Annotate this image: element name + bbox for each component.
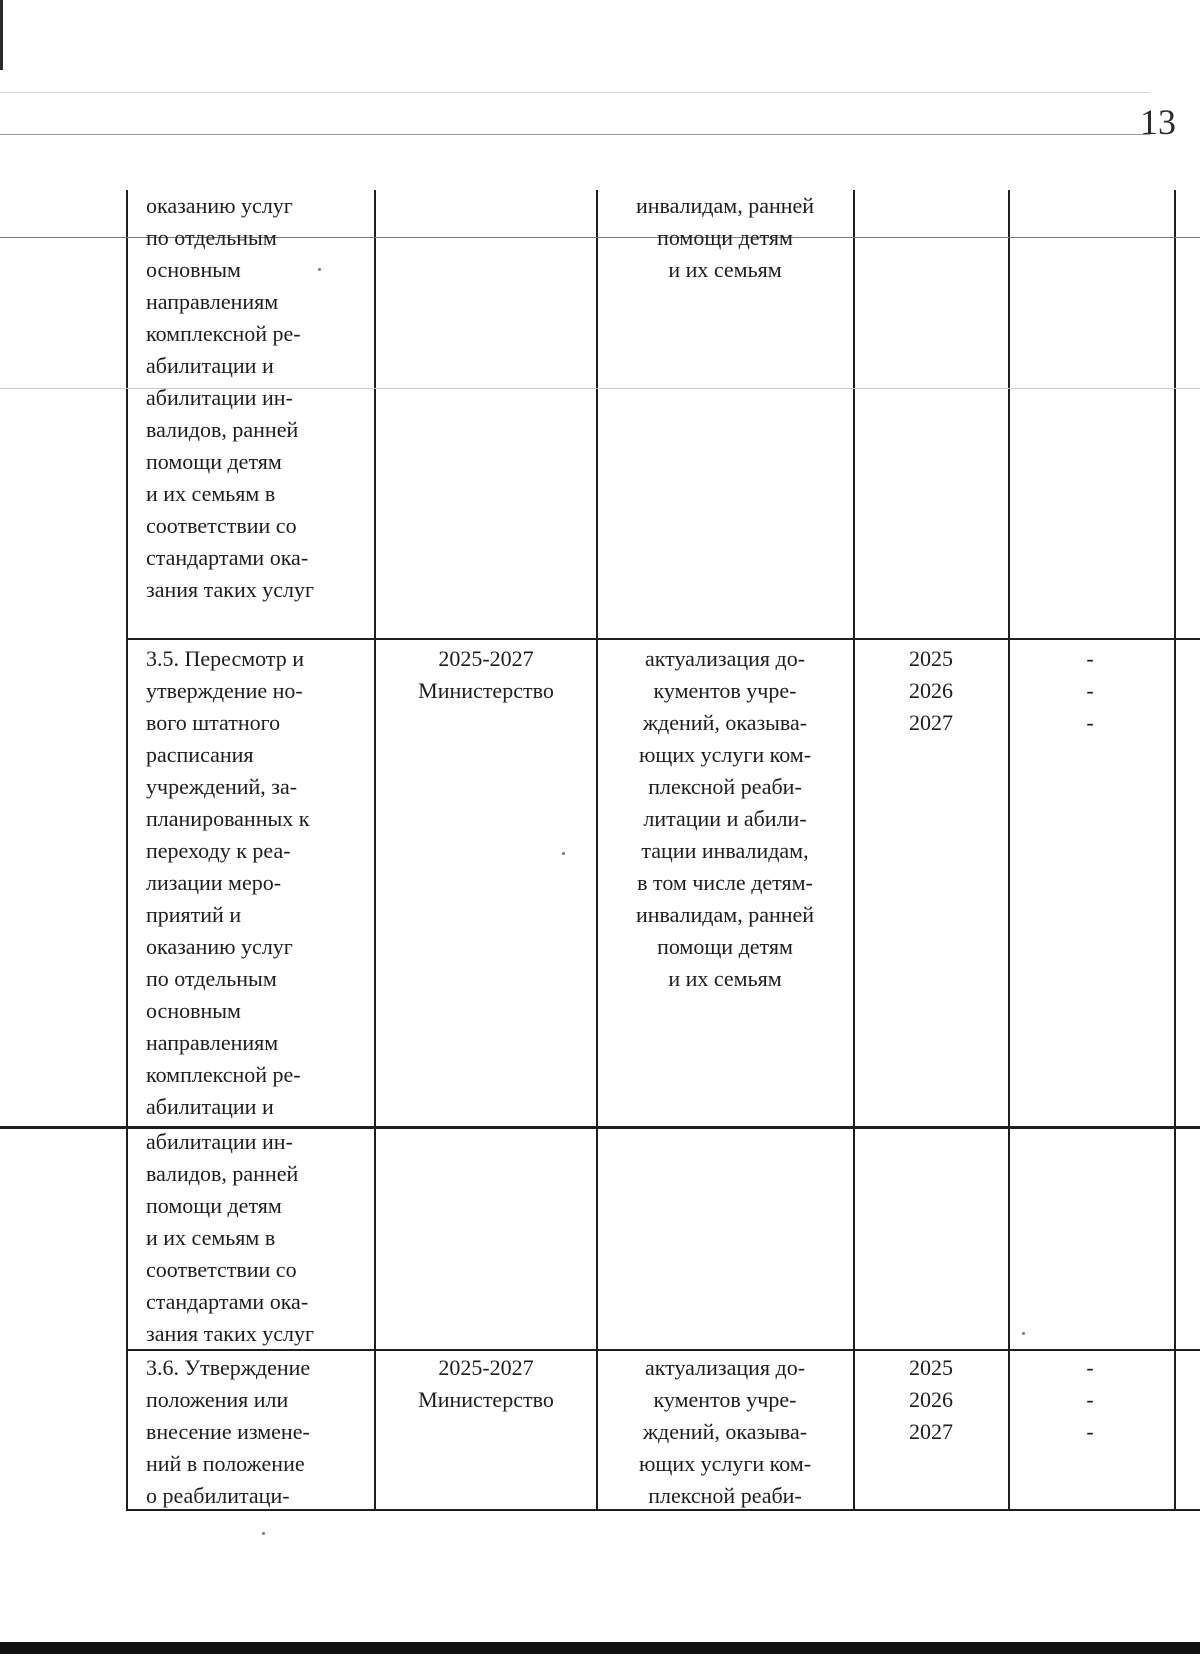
scan-speck [262, 1532, 265, 1535]
header-rule [0, 134, 1150, 135]
years-cell: 2025 2026 2027 [909, 646, 953, 735]
scan-edge-mark [0, 0, 3, 70]
result-cell: актуализация до- кументов учре- ждений, оказыва- ющих услуги ком- плексной реаби- [638, 1355, 812, 1508]
measure-cell: 3.6. Утверждение положения или внесение измене- ний в положение о реабилитаци- [146, 1355, 311, 1508]
measure-cell: абилитации ин- валидов, ранней помощи детям и их семьям в соответствии со стандартами ока- зания таких услуг [146, 1129, 314, 1346]
values-cell: - - - [1086, 646, 1094, 735]
page-number: 13 [1140, 102, 1176, 142]
scan-bottom-edge [0, 1642, 1200, 1654]
measure-cell: 3.5. Пересмотр и утверждение но- вого штатного расписания учреждений, за- планированных к переходу к реа- лизации меро- приятий и оказанию услуг по отдельным основным направлениям комплексной ре- абилитации и [146, 646, 310, 1119]
measure-cell: оказанию услуг по отдельным основным направлениям комплексной ре- абилитации и абилитации ин- валидов, ранней помощи детям и их семьям в соответствии со стандартами ока- зания таких услуг [146, 193, 314, 602]
period-cell: 2025-2027 Министерство [418, 646, 554, 703]
result-cell: инвалидам, ранней помощи детям и их семьям [635, 193, 815, 282]
scan-speck [318, 268, 321, 271]
values-cell: - - - [1086, 1355, 1094, 1444]
scan-speck [562, 852, 565, 855]
scan-noise-line [0, 92, 1150, 93]
period-cell: 2025-2027 Министерство [418, 1355, 554, 1412]
result-cell: актуализация до- кументов учре- ждений, оказыва- ющих услуги ком- плексной реаби- литации и абили- тации инвалидам, в том числе детям- инвалидам, ранней помощи детям и их семьям [635, 646, 815, 991]
scan-speck [1022, 1332, 1025, 1335]
table-row-divider [126, 638, 1200, 640]
years-cell: 2025 2026 2027 [909, 1355, 953, 1444]
